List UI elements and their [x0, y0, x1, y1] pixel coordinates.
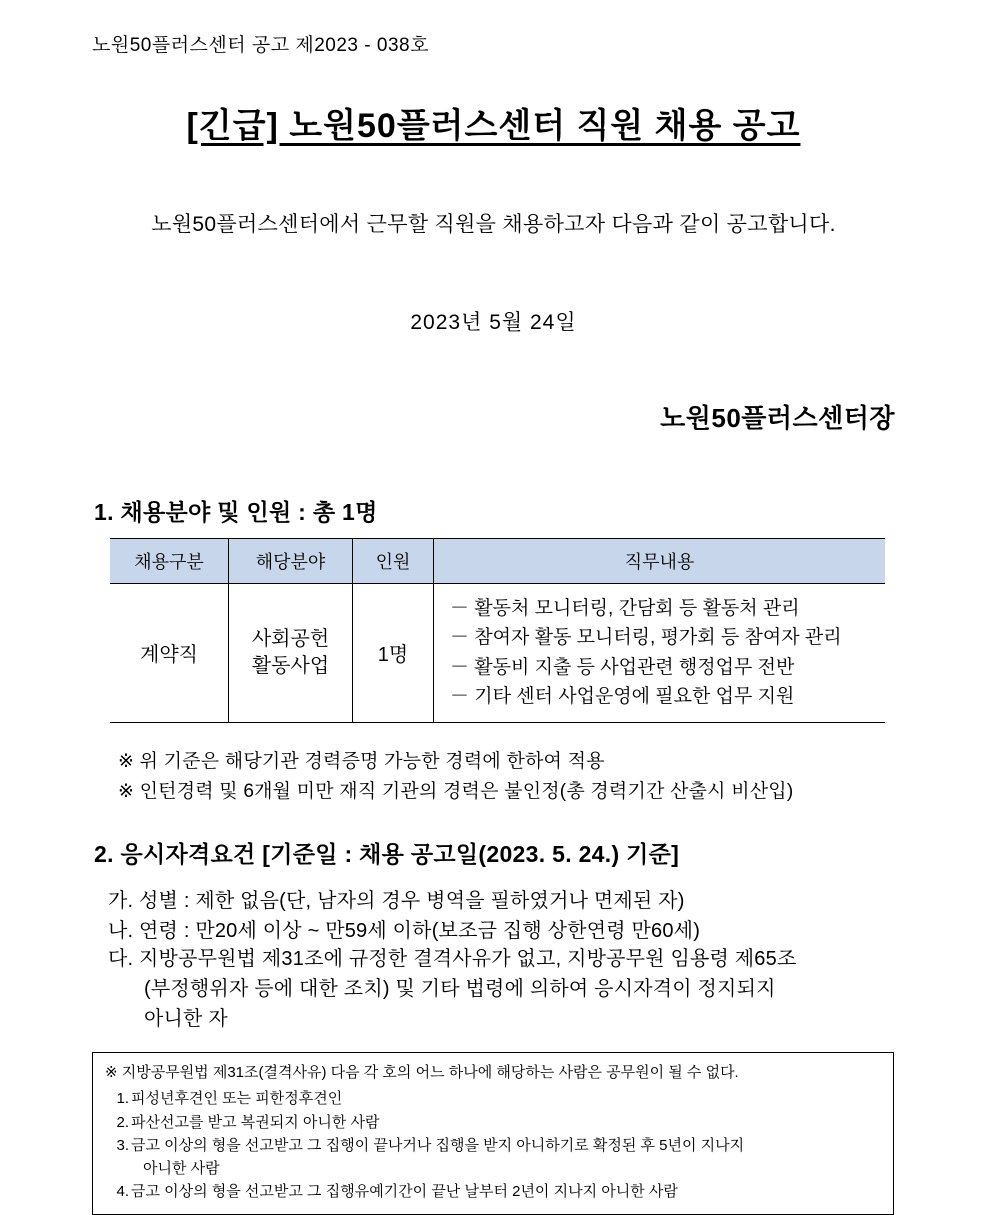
duty-line-3: － 활동비 지출 등 사업관련 행정업무 전반 [450, 656, 795, 678]
list-item-number: 2. [116, 1113, 129, 1131]
list-item [116, 1134, 881, 1181]
cell-employment-type: 계약직 [110, 584, 229, 723]
cell-duties [434, 584, 886, 723]
list-item-number: 1. [116, 1090, 129, 1108]
recruitment-table [110, 538, 885, 723]
column-header-duties: 직무내용 [434, 539, 886, 584]
list-item-number: 4. [116, 1183, 129, 1201]
qualification-item-a: 가. 성별 : 제한 없음(단, 남자의 경우 병역을 필하였거나 면제된 자) [108, 890, 685, 912]
column-header-count: 인원 [353, 539, 434, 584]
table-header-row [110, 539, 885, 584]
section-1-heading: 1. 채용분야 및 인원 : 총 1명 [94, 499, 378, 525]
list-item-text-cont: 아니한 사람 [143, 1160, 220, 1177]
page-title: [긴급] 노원50플러스센터 직원 채용 공고 [186, 107, 801, 145]
list-item-text: 금고 이상의 형을 선고받고 그 집행이 끝나거나 집행을 받지 아니하기로 확정된 후 5년이 지나지 [131, 1136, 745, 1154]
cell-field [229, 584, 353, 723]
column-header-field: 해당분야 [229, 539, 353, 584]
list-item-text: 파산선고를 받고 복권되지 아니한 사람 [131, 1113, 380, 1131]
law-box-list [105, 1087, 881, 1203]
cell-count: 1명 [353, 584, 434, 723]
list-item [116, 1180, 881, 1203]
note-1: ※ 위 기준은 해당기관 경력증명 가능한 경력에 한하여 적용 [118, 751, 605, 772]
law-reference-box [92, 1052, 894, 1215]
list-item-number: 3. [116, 1136, 129, 1154]
section-2-heading: 2. 응시자격요건 [기준일 : 채용 공고일(2023. 5. 24.) 기준] [94, 841, 680, 867]
qualification-item-b: 나. 연령 : 만20세 이상 ~ 만59세 이하(보조금 집행 상한연령 만60세) [108, 920, 701, 942]
note-2: ※ 인턴경력 및 6개월 미만 재직 기관의 경력은 불인정(총 경력기간 산출시 비산입) [118, 781, 794, 802]
qualification-item-c-line2: (부정행위자 등에 대한 조치) 및 기타 법령에 의하여 응시자격이 정지되지 [144, 978, 776, 1000]
intro-paragraph: 노원50플러스센터에서 근무할 직원을 채용하고자 다음과 같이 공고합니다. [151, 213, 836, 236]
qualification-item-c-line3: 아니한 자 [144, 1008, 228, 1030]
cell-field-line2: 활동사업 [251, 654, 330, 677]
signer-name: 노원50플러스센터장 [660, 403, 895, 433]
cell-field-line1: 사회공헌 [251, 627, 330, 650]
duty-line-2: － 참여자 활동 모니터링, 평가회 등 참여자 관리 [450, 627, 842, 649]
qualification-item-c [108, 944, 918, 1034]
duty-line-1: － 활동처 모니터링, 간담회 등 활동처 관리 [450, 598, 800, 619]
qualification-item-c-line1: 다. 지방공무원법 제31조에 규정한 결격사유가 없고, 지방공무원 임용령 제65조 [108, 948, 797, 970]
law-box-header: ※ 지방공무원법 제31조(결격사유) 다음 각 호의 어느 하나에 해당하는 사람은 공무원이 될 수 없다. [105, 1064, 739, 1081]
table-row [110, 584, 885, 723]
list-item-text: 금고 이상의 형을 선고받고 그 집행유예기간이 끝난 날부터 2년이 지나지 아니한 사람 [131, 1183, 678, 1201]
column-header-type: 채용구분 [110, 539, 229, 584]
list-item [116, 1087, 881, 1110]
document-number: 노원50플러스센터 공고 제2023 - 038호 [92, 35, 429, 56]
duty-line-4: － 기타 센터 사업운영에 필요한 업무 지원 [450, 686, 795, 708]
list-item-text: 피성년후견인 또는 피한정후견인 [131, 1090, 343, 1108]
list-item [116, 1111, 881, 1134]
announcement-date: 2023년 5월 24일 [410, 311, 577, 334]
